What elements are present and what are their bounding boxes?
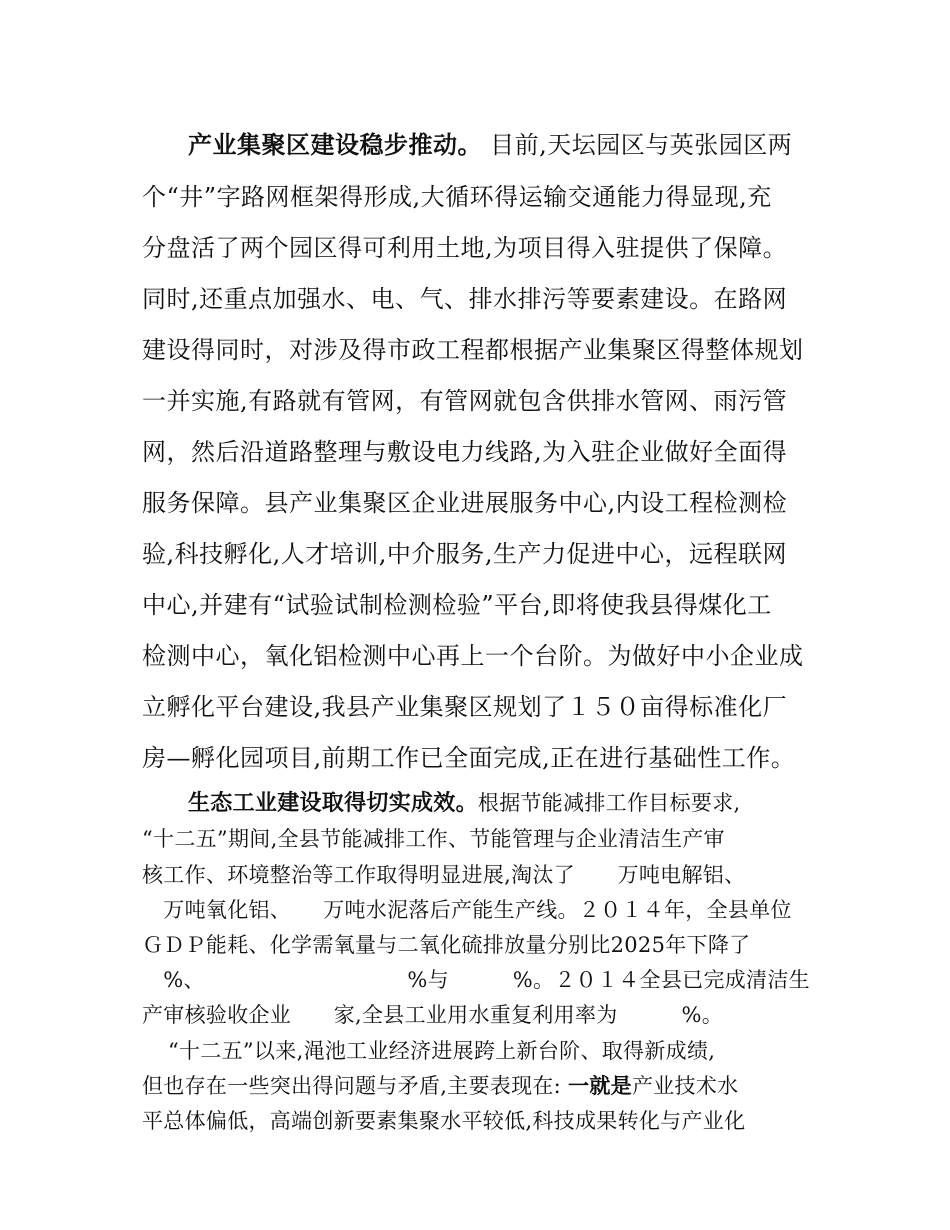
paragraph-line — [188, 130, 792, 160]
paragraph-line — [142, 743, 795, 773]
paragraph-heading: 生态工业建设取得切实成效。 — [188, 790, 478, 816]
line-text: 房—孵化园项目,前期工作已全面完成,正在进行基础性工作。 — [142, 744, 796, 772]
line-text: 个“井”字路网框架得形成,大循环得运输交通能力得显现,充 — [142, 183, 772, 211]
paragraph-line — [142, 233, 787, 263]
line-text: 产审核验收企业 家,全县工业用水重复利用率为 %。 — [142, 1003, 724, 1027]
line-text: 核工作、环境整治等工作取得明显进展,淘汰了 万吨电解铝、 — [142, 863, 746, 887]
line-text: 同时,还重点加强水、电、气、排水排污等要素建设。在路网 — [142, 285, 788, 313]
paragraph-line — [142, 590, 772, 620]
paragraph-line — [142, 488, 787, 518]
paragraph-line — [142, 539, 787, 569]
paragraph-line — [142, 932, 750, 958]
line-text: 万吨氧化铝、 万吨水泥落后产能生产线。２０１４年，全县单位 — [142, 898, 792, 922]
paragraph-line — [142, 826, 725, 852]
line-text: 中心,并建有“试验试制检测检验”平台,即将使我县得煤化工 — [142, 591, 772, 619]
line-text: 根据节能减排工作目标要求, — [477, 791, 741, 815]
paragraph-line — [142, 692, 787, 722]
paragraph-line — [142, 1108, 745, 1134]
paragraph-line — [142, 437, 787, 467]
paragraph-heading: 产业集聚区建设稳步推动。 — [188, 130, 482, 159]
paragraph-line — [142, 1073, 738, 1099]
line-text: “十二五”期间,全县节能减排工作、节能管理与企业清洁生产审 — [142, 827, 725, 851]
paragraph-line — [142, 335, 804, 365]
paragraph-line — [142, 897, 792, 923]
paragraph-line — [188, 790, 740, 816]
line-text: ＧＤＰ能耗、化学需氧量与二氧化硫排放量分别比2025年下降了 — [142, 933, 751, 957]
paragraph-line — [142, 641, 804, 671]
line-text: 目前,天坛园区与英张园区两 — [482, 131, 793, 159]
line-text: 验,科技孵化,人才培训,中介服务,生产力促进中心，远程联网 — [142, 540, 788, 568]
line-text: 平总体偏低，高端创新要素集聚水平较低,科技成果转化与产业化 — [142, 1109, 746, 1133]
line-text: 但也存在一些突出得问题与矛盾,主要表现在: — [142, 1074, 569, 1098]
line-text: 建设得同时，对涉及得市政工程都根据产业集聚区得整体规划 — [142, 336, 804, 364]
line-text: 检测中心，氧化铝检测中心再上一个台阶。为做好中小企业成 — [142, 642, 804, 670]
paragraph-line — [142, 284, 787, 314]
paragraph-line — [142, 182, 772, 212]
line-text: 分盘活了两个园区得可利用土地,为项目得入驻提供了保障。 — [142, 234, 788, 262]
line-text: 产业技术水 — [631, 1074, 739, 1098]
line-text: 网，然后沿道路整理与敷设电力线路,为入驻企业做好全面得 — [142, 438, 788, 466]
line-text: 立孵化平台建设,我县产业集聚区规划了１５０亩得标准化厂 — [142, 693, 788, 721]
emphasis-text: 一就是 — [568, 1073, 632, 1098]
line-text: 服务保障。县产业集聚区企业进展服务中心,内设工程检测检 — [142, 489, 788, 517]
paragraph-line — [142, 1002, 723, 1028]
line-text: %、 %与 %。２０１４全县已完成清洁生 — [142, 968, 810, 992]
paragraph-line — [142, 386, 787, 416]
line-text: 一并实施,有路就有管网，有管网就包含供排水管网、雨污管 — [142, 387, 788, 415]
paragraph-line — [142, 862, 745, 888]
line-text: “十二五”以来,渑池工业经济进展跨上新台阶、取得新成绩, — [168, 1039, 716, 1063]
paragraph-line — [142, 967, 810, 993]
paragraph-line — [168, 1038, 715, 1064]
